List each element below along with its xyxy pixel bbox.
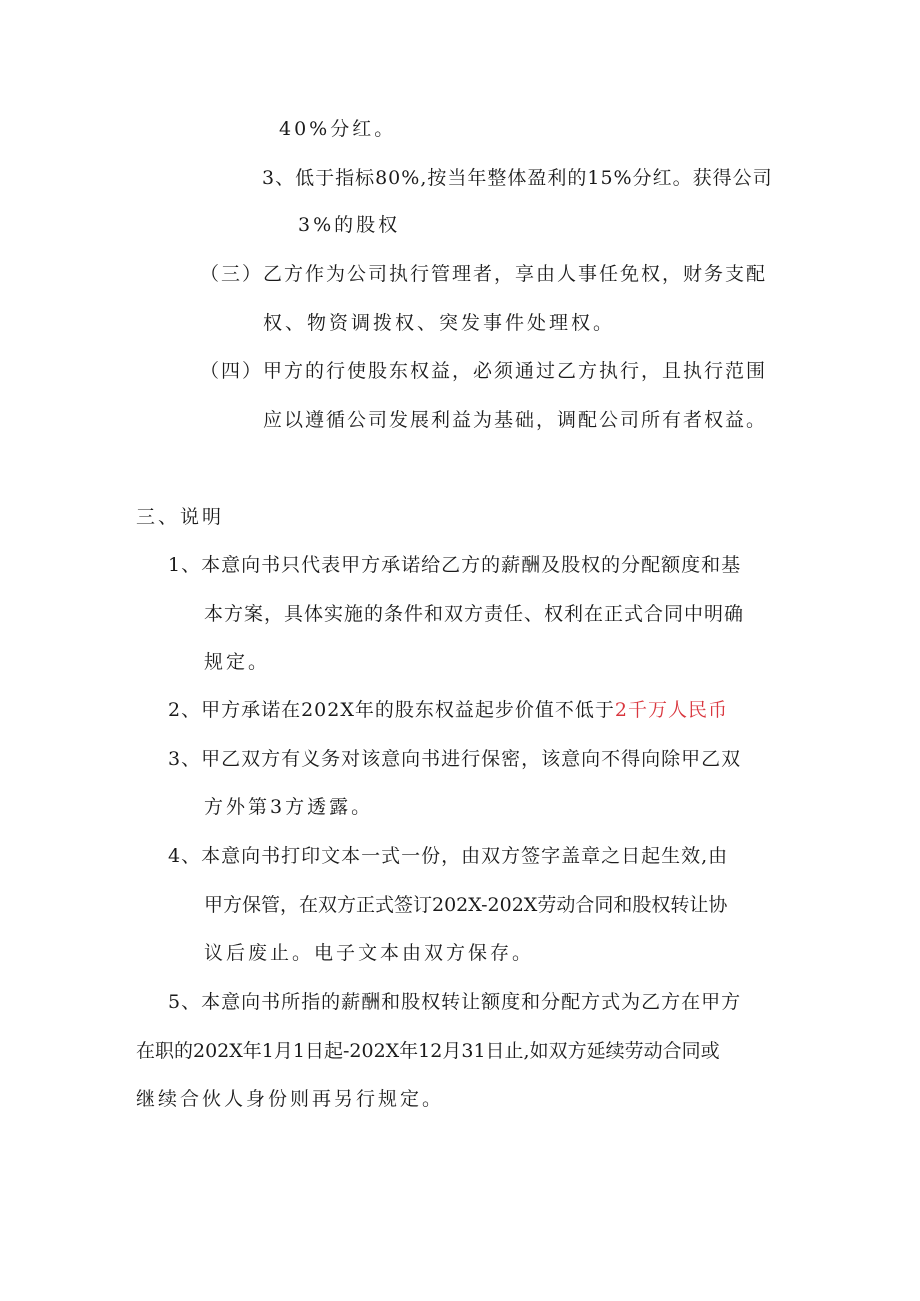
text-line: 3、甲乙双方有义务对该意向书进行保密，该意向不得向除甲乙双 [168,748,742,770]
text-line: 本方案，具体实施的条件和双方责任、权利在正式合同中明确 [204,603,745,625]
text-segment: 2、甲方承诺在202X年的股东权益起步价值不低于 [168,699,615,721]
highlighted-amount: 2千万人民币 [614,699,728,721]
text-line: 3%的股权 [298,214,401,236]
text-line: （四）甲方的行使股东权益，必须通过乙方执行，且执行范围 [200,360,768,382]
text-line: 3、低于指标80%,按当年整体盈利的15%分红。获得公司 [262,167,773,189]
text-line: 在职的202X年1月1日起-202X年12月31日止,如双方延续劳动合同或 [136,1040,720,1062]
text-line: 继续合伙人身份则再另行规定。 [136,1088,445,1110]
text-line [168,697,728,723]
text-line: 方外第3方透露。 [204,796,374,818]
text-line: 权、物资调拨权、突发事件处理权。 [263,312,616,334]
text-line: 4、本意向书打印文本一式一份，由双方签字盖章之日起生效,由 [168,845,729,867]
section-heading: 三、说明 [136,506,225,528]
text-line: 5、本意向书所指的薪酬和股权转让额度和分配方式为乙方在甲方 [168,991,742,1013]
text-line: 1、本意向书只代表甲方承诺给乙方的薪酬及股权的分配额度和基 [168,554,742,576]
text-line: 议后废止。电子文本由双方保存。 [204,942,535,964]
text-line: （三）乙方作为公司执行管理者，享由人事任免权，财务支配 [200,263,768,285]
text-line: 规定。 [204,651,271,673]
text-line: 甲方保管，在双方正式签订202X-202X劳动合同和股权转让协 [204,894,728,916]
text-line: 40%分红。 [279,118,397,140]
text-line: 应以遵循公司发展利益为基础，调配公司所有者权益。 [263,409,768,431]
